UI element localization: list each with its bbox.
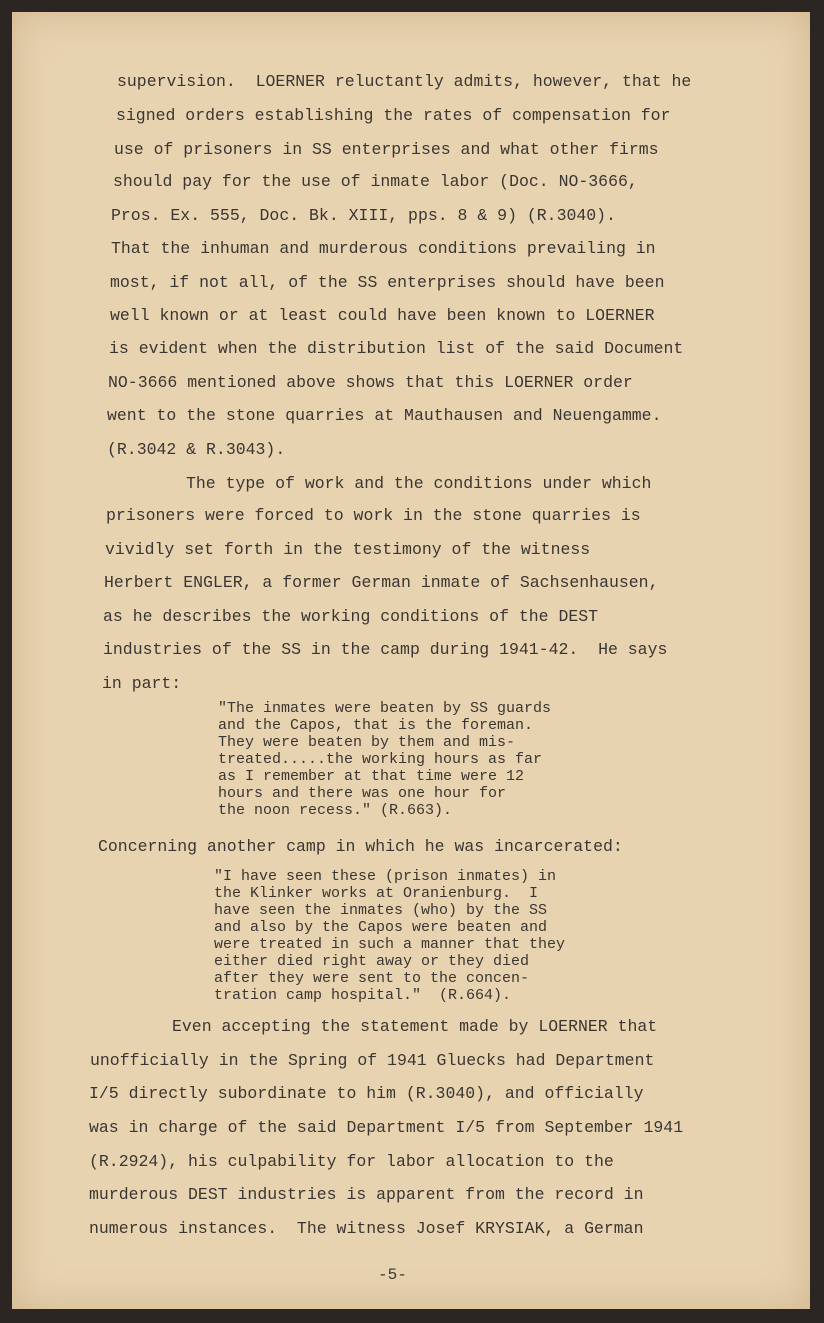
- document-page: [12, 12, 810, 1309]
- quote-line: have seen the inmates (who) by the SS: [214, 902, 548, 919]
- body-line: supervision. LOERNER reluctantly admits, however, that he: [117, 72, 692, 91]
- body-line: industries of the SS in the camp during 1941-42. He says: [103, 640, 668, 659]
- body-line: murderous DEST industries is apparent from the record in: [89, 1185, 644, 1204]
- body-line: went to the stone quarries at Mauthausen and Neuengamme.: [107, 406, 662, 425]
- body-line: NO-3666 mentioned above shows that this LOERNER order: [108, 373, 633, 392]
- body-line: is evident when the distribution list of the said Document: [109, 339, 684, 358]
- page-number: -5-: [378, 1266, 407, 1284]
- body-line: I/5 directly subordinate to him (R.3040), and officially: [89, 1084, 644, 1103]
- quote-line: They were beaten by them and mis-: [218, 734, 516, 751]
- quote-line: hours and there was one hour for: [218, 785, 507, 802]
- body-line: signed orders establishing the rates of compensation for: [116, 106, 671, 125]
- body-line: Concerning another camp in which he was incarcerated:: [98, 837, 623, 856]
- body-line: in part:: [102, 674, 182, 693]
- quote-line: "The inmates were beaten by SS guards: [218, 700, 552, 717]
- quote-line: and the Capos, that is the foreman.: [218, 717, 534, 734]
- body-line: as he describes the working conditions of the DEST: [103, 607, 599, 626]
- body-line: prisoners were forced to work in the stone quarries is: [106, 506, 641, 525]
- body-line: Even accepting the statement made by LOERNER that: [172, 1017, 658, 1036]
- body-line: unofficially in the Spring of 1941 Gluecks had Department: [90, 1051, 655, 1070]
- quote-line: treated.....the working hours as far: [218, 751, 543, 768]
- quote-line: were treated in such a manner that they: [214, 936, 566, 953]
- body-line: numerous instances. The witness Josef KRYSIAK, a German: [89, 1219, 644, 1238]
- body-line: Herbert ENGLER, a former German inmate of Sachsenhausen,: [104, 573, 659, 592]
- quote-line: tration camp hospital." (R.664).: [214, 987, 512, 1004]
- quote-line: after they were sent to the concen-: [214, 970, 530, 987]
- body-line: Pros. Ex. 555, Doc. Bk. XIII, pps. 8 & 9) (R.3040).: [111, 206, 616, 225]
- body-line: The type of work and the conditions under which: [186, 474, 652, 493]
- body-line: (R.2924), his culpability for labor allocation to the: [89, 1152, 614, 1171]
- body-line: (R.3042 & R.3043).: [107, 440, 286, 459]
- body-line: vividly set forth in the testimony of the witness: [105, 540, 591, 559]
- quote-line: either died right away or they died: [214, 953, 530, 970]
- body-line: well known or at least could have been known to LOERNER: [110, 306, 655, 325]
- body-line: most, if not all, of the SS enterprises should have been: [110, 273, 665, 292]
- quote-line: the noon recess." (R.663).: [218, 802, 453, 819]
- quote-line: and also by the Capos were beaten and: [214, 919, 548, 936]
- quote-line: as I remember at that time were 12: [218, 768, 525, 785]
- body-line: use of prisoners in SS enterprises and what other firms: [114, 140, 659, 159]
- body-line: should pay for the use of inmate labor (Doc. NO-3666,: [113, 172, 638, 191]
- quote-line: the Klinker works at Oranienburg. I: [214, 885, 539, 902]
- body-line: was in charge of the said Department I/5 from September 1941: [89, 1118, 684, 1137]
- body-line: That the inhuman and murderous conditions prevailing in: [111, 239, 656, 258]
- quote-line: "I have seen these (prison inmates) in: [214, 868, 557, 885]
